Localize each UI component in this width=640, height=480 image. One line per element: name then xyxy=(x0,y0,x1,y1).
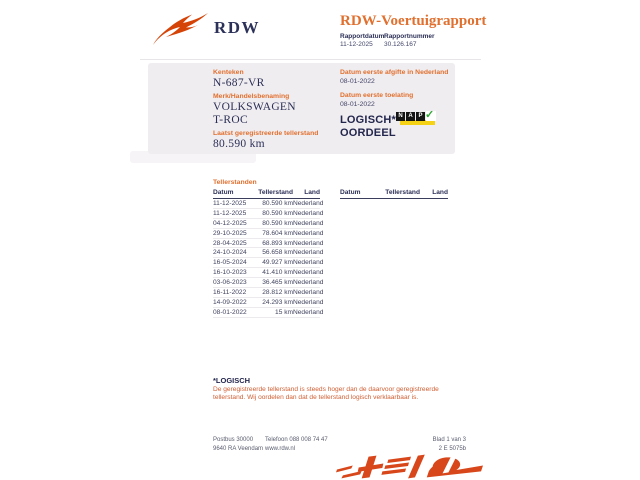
cell-datum: 11-12-2025 xyxy=(213,209,247,217)
tellerstanden-rows xyxy=(213,199,324,318)
footnote-title: *LOGISCH xyxy=(213,376,251,385)
footer-phone: Telefoon 088 008 74 47 xyxy=(265,437,328,443)
table-row xyxy=(213,298,324,308)
eerste-afgifte-value: 08-01-2022 xyxy=(340,78,375,85)
col-header-datum: Datum xyxy=(340,188,361,196)
table-header xyxy=(340,188,448,199)
kenteken-label: Kenteken xyxy=(213,69,244,76)
table-row xyxy=(213,308,324,318)
cell-datum: 11-12-2025 xyxy=(213,199,247,207)
tellerstanden-section-title: Tellerstanden xyxy=(213,179,257,186)
cell-tellerstand: 80.590 km xyxy=(262,219,293,227)
cell-tellerstand: 49.927 km xyxy=(262,259,293,267)
nap-letter-tile: N xyxy=(396,112,405,121)
table-row xyxy=(213,278,324,288)
cell-tellerstand: 80.590 km xyxy=(262,199,293,207)
cell-land: Nederland xyxy=(293,239,324,247)
col-header-land: Land xyxy=(304,188,320,196)
rdw-decorative-stripes-icon xyxy=(336,454,484,479)
report-date-label: Rapportdatum xyxy=(340,33,385,40)
cell-datum: 04-12-2025 xyxy=(213,219,247,227)
nap-letter-tile: P xyxy=(416,112,425,121)
oordeel-line1: LOGISCH* xyxy=(340,114,396,126)
cell-land: Nederland xyxy=(293,249,324,257)
nap-letter-tile: A xyxy=(406,112,415,121)
cell-tellerstand: 28.812 km xyxy=(262,288,293,296)
report-date-block xyxy=(340,33,384,49)
table-row xyxy=(213,258,324,268)
table-row xyxy=(213,288,324,298)
cell-datum: 29-10-2025 xyxy=(213,229,247,237)
vehicle-summary-card xyxy=(148,63,455,154)
cell-datum: 08-01-2022 xyxy=(213,308,247,316)
cell-datum: 16-11-2022 xyxy=(213,288,247,296)
oordeel-verdict xyxy=(340,114,396,140)
page-title: RDW-Voertuigrapport xyxy=(340,13,487,29)
eerste-afgifte-label: Datum eerste afgifte in Nederland xyxy=(340,69,449,76)
cell-datum: 16-05-2024 xyxy=(213,259,247,267)
oordeel-line2: OORDEEL xyxy=(340,127,396,139)
footer-page-number: Blad 1 van 3 xyxy=(432,437,466,443)
cell-datum: 24-10-2024 xyxy=(213,249,247,257)
footer-address-line2: 9640 RA Veendam xyxy=(213,446,264,452)
cell-tellerstand: 68.893 km xyxy=(262,239,293,247)
cell-datum: 16-10-2023 xyxy=(213,269,247,277)
kenteken-value: N-687-VR xyxy=(213,77,265,89)
cell-datum: 28-04-2025 xyxy=(213,239,247,247)
cell-land: Nederland xyxy=(293,288,324,296)
cell-tellerstand: 15 km xyxy=(275,308,293,316)
footer-address-line1: Postbus 30000 xyxy=(213,437,254,443)
cell-tellerstand: 36.465 km xyxy=(262,279,293,287)
cell-land: Nederland xyxy=(293,298,324,306)
table-row xyxy=(213,199,324,209)
footer-contact xyxy=(265,436,328,454)
rdw-logo-text: RDW xyxy=(214,18,261,37)
cell-tellerstand: 78.604 km xyxy=(262,229,293,237)
report-number-value: 30.126.167 xyxy=(384,41,417,48)
cell-land: Nederland xyxy=(293,219,324,227)
cell-datum: 03-06-2023 xyxy=(213,279,247,287)
footnote-text: De geregistreerde tellerstand is steeds hoger dan de daarvoor geregistreerde tellerstand. Wij oordelen dan dat de tellerstand logisch verklaarbaar is. xyxy=(213,386,439,401)
footer-page-info xyxy=(400,436,466,454)
footer-form-code: 2 E 5075b xyxy=(438,446,466,452)
eerste-toelating-label: Datum eerste toelating xyxy=(340,92,414,99)
table-header xyxy=(213,188,320,199)
cell-tellerstand: 80.590 km xyxy=(262,209,293,217)
col-header-tellerstand: Tellerstand xyxy=(385,188,420,196)
table-row xyxy=(213,229,324,239)
nap-logo xyxy=(396,109,440,130)
cell-land: Nederland xyxy=(293,199,324,207)
eerste-toelating-value: 08-01-2022 xyxy=(340,101,375,108)
merk-label: Merk/Handelsbenaming xyxy=(213,93,290,100)
col-header-tellerstand: Tellerstand xyxy=(258,188,293,196)
cell-land: Nederland xyxy=(293,308,324,316)
footer-website: www.rdw.nl xyxy=(265,446,296,452)
cell-tellerstand: 41.410 km xyxy=(262,269,293,277)
header-divider xyxy=(140,59,481,60)
col-header-land: Land xyxy=(432,188,448,196)
cell-land: Nederland xyxy=(293,259,324,267)
cell-tellerstand: 56.658 km xyxy=(262,249,293,257)
tellerstand-value: 80.590 km xyxy=(213,138,265,150)
table-row xyxy=(213,248,324,258)
report-date-value: 11-12-2025 xyxy=(340,41,373,48)
table-row xyxy=(213,239,324,249)
table-row xyxy=(213,209,324,219)
cell-tellerstand: 24.293 km xyxy=(262,298,293,306)
report-number-block xyxy=(384,33,435,49)
rdw-wing-logo-icon xyxy=(151,11,211,49)
cell-land: Nederland xyxy=(293,279,324,287)
table-row xyxy=(213,268,324,278)
footer-address xyxy=(213,436,263,454)
report-number-label: Rapportnummer xyxy=(384,33,435,40)
cell-datum: 14-09-2022 xyxy=(213,298,247,306)
tellerstand-label: Laatst geregistreerde tellerstand xyxy=(213,130,319,137)
tellerstanden-table-left xyxy=(213,188,324,318)
merk-value: VOLKSWAGEN T-ROC xyxy=(213,101,296,126)
cell-land: Nederland xyxy=(293,269,324,277)
tellerstanden-table-right xyxy=(340,188,448,199)
cell-land: Nederland xyxy=(293,209,324,217)
col-header-datum: Datum xyxy=(213,188,234,196)
table-row xyxy=(213,219,324,229)
nap-checkmark-icon: ✓ xyxy=(425,109,435,121)
cell-land: Nederland xyxy=(293,229,324,237)
